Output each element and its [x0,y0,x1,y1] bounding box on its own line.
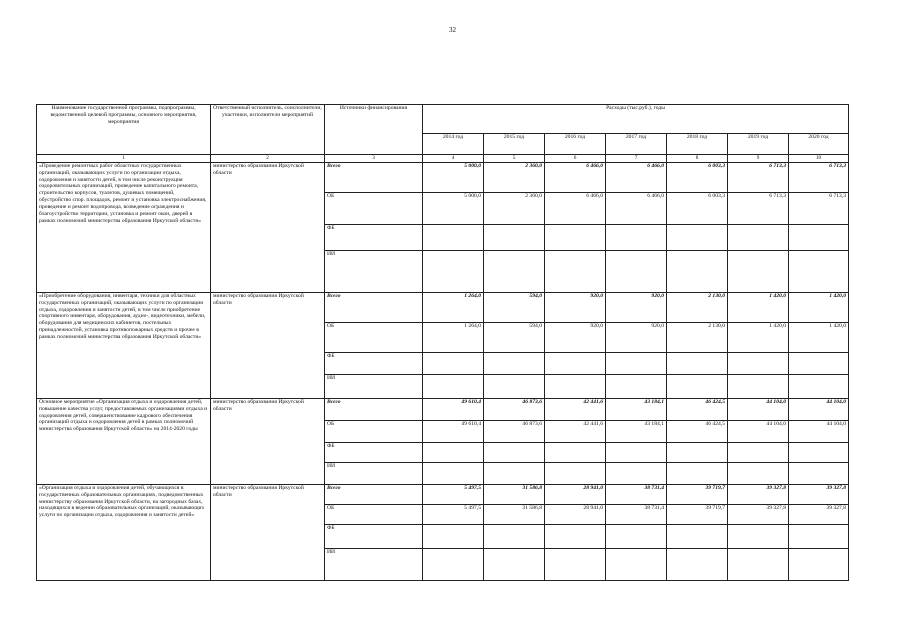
expense-value [484,353,545,375]
expense-value [728,353,789,375]
expense-value [545,463,606,485]
expense-value [789,375,849,399]
column-number: 8 [667,155,728,163]
expense-value: 2 360,0 [484,163,545,193]
funding-source: Всего [325,399,423,421]
measure-responsible: министерство образования Иркутской области [211,485,325,581]
expense-value [423,463,484,485]
expense-value [789,549,849,581]
expense-value [484,525,545,549]
expense-value [606,225,667,251]
expense-value: 44 104,0 [789,421,849,443]
expense-value [789,463,849,485]
expense-value [667,463,728,485]
expense-value [728,525,789,549]
expense-value: 39 327,8 [728,505,789,525]
funding-source: ОБ [325,421,423,443]
expense-value [606,463,667,485]
expense-value [789,251,849,293]
measure-responsible: министерство образования Иркутской области [211,163,325,293]
column-number: 7 [606,155,667,163]
expense-value [484,225,545,251]
expense-value: 44 104,0 [728,421,789,443]
header-year: 2018 год [667,134,728,155]
column-number: 10 [789,155,849,163]
expense-value [789,443,849,463]
expense-value: 38 731,4 [606,485,667,505]
expense-value: 6 466,0 [545,163,606,193]
funding-source: ИИ [325,549,423,581]
expense-value [484,251,545,293]
expense-value [667,353,728,375]
column-number: 3 [325,155,423,163]
header-year: 2019 год [728,134,789,155]
expense-value: 594,0 [484,323,545,353]
expense-value: 46 873,6 [484,421,545,443]
expense-value: 6 466,0 [545,193,606,225]
expense-value: 1 264,0 [423,293,484,323]
funding-source: ОБ [325,193,423,225]
expense-value: 1 420,0 [728,323,789,353]
expense-value: 5 000,0 [423,193,484,225]
table-row [37,293,849,323]
expense-value: 1 420,0 [789,323,849,353]
expense-value [484,375,545,399]
expense-value: 44 104,0 [728,399,789,421]
column-number: 5 [484,155,545,163]
expense-value [484,549,545,581]
expense-value: 44 104,0 [789,399,849,421]
expense-value [667,443,728,463]
table-row [37,163,849,193]
expense-value [667,549,728,581]
funding-source: ОБ [325,323,423,353]
expense-value: 46 424,5 [667,399,728,421]
expense-value: 920,0 [606,323,667,353]
expense-value: 49 610,4 [423,399,484,421]
expense-value: 594,0 [484,293,545,323]
expense-value: 6 713,3 [789,193,849,225]
header-year: 2020 год [789,134,849,155]
expense-value [423,251,484,293]
expense-value: 39 327,8 [789,485,849,505]
page-number: 32 [449,26,456,34]
funding-source: ФБ [325,525,423,549]
expense-value [545,225,606,251]
expense-value: 5 497,5 [423,485,484,505]
column-number: 9 [728,155,789,163]
expense-value: 46 873,6 [484,399,545,421]
expense-value [789,525,849,549]
funding-source: Всего [325,163,423,193]
header-responsible: Ответственный исполнитель, соисполнители, участники, исполнители мероприятий [211,105,325,155]
expense-value [545,549,606,581]
expense-value: 2 130,0 [667,293,728,323]
expense-value [423,549,484,581]
expense-value: 6 466,0 [606,163,667,193]
expense-value [484,463,545,485]
funding-source: ФБ [325,443,423,463]
expense-value: 6 713,3 [728,193,789,225]
measure-name: «Организация отдыха и оздоровления детей, обучающихся в государственных образовательных организациях, подведомственных министерству образования Иркутской области, на загородных базах, находящихся в ведении образовательных организаций, оказывающих услуги по организации отдыха, оздоровления и занятости детей» [37,485,211,581]
funding-source: Всего [325,485,423,505]
expense-value [423,443,484,463]
expense-value: 39 327,8 [789,505,849,525]
expense-value: 5 000,0 [423,163,484,193]
expense-value [667,375,728,399]
expense-value: 39 327,8 [728,485,789,505]
expense-value [606,375,667,399]
expense-value: 42 441,6 [545,399,606,421]
column-number: 1 [37,155,211,163]
expense-value [728,225,789,251]
expense-value: 6 003,3 [667,193,728,225]
expense-value [484,443,545,463]
expense-value [545,443,606,463]
funding-source: Всего [325,293,423,323]
expense-value [423,375,484,399]
expense-value [423,225,484,251]
column-number: 4 [423,155,484,163]
funding-source: ИИ [325,375,423,399]
expense-value: 28 941,0 [545,505,606,525]
expense-value: 39 719,7 [667,505,728,525]
expense-value [728,549,789,581]
header-year: 2017 год [606,134,667,155]
expense-value: 1 420,0 [789,293,849,323]
expense-value [545,525,606,549]
column-number: 6 [545,155,606,163]
funding-source: ИИ [325,463,423,485]
header-year: 2015 год [484,134,545,155]
expense-value [667,225,728,251]
expense-value [728,251,789,293]
header-year: 2016 год [545,134,606,155]
expense-value: 6 713,3 [728,163,789,193]
expense-value [606,443,667,463]
expense-value [606,251,667,293]
expense-value: 2 130,0 [667,323,728,353]
measure-name: «Приобретение оборудования, инвентаря, техники для областных государственных организаций, оказывающих услуги по организации отдыха, оздоровления и занятости детей, в том числе приобретение спортивного инвентаря, оборудования, аудио-, видеотехники, мебели, оборудования для медицинских кабинетов, постельных принадлежностей, установка противопожарных средств и прочее в рамках полномочий министерства образования Иркутской области» [37,293,211,399]
expense-value [606,525,667,549]
header-source: Источники финансирования [325,105,423,155]
measure-name: «Проведение ремонтных работ областных государственных организаций, оказывающих услуги по организации отдыха, оздоровления и занятости детей, в том числе реконструкция оздоровительных организаций, проведение капитального ремонта, строительство корпусов, туалетов, душевых помещений, обустройство спор. площадок, ремонт и установка электроснабжения, проведение и ремонт водопровода, возведение ограждения и благоустройство территории, установка и ремонт окон, дверей в рамках полномочий министерства образования Иркутской области» [37,163,211,293]
expense-value: 38 731,4 [606,505,667,525]
expense-value [667,525,728,549]
expense-value [545,353,606,375]
expense-value: 31 586,8 [484,485,545,505]
expenses-table [36,104,849,581]
expense-value: 31 586,8 [484,505,545,525]
expense-value [728,463,789,485]
funding-source: ОБ [325,505,423,525]
expense-value: 5 497,5 [423,505,484,525]
expense-value: 920,0 [545,323,606,353]
expense-value [789,225,849,251]
expense-value [423,525,484,549]
measure-name: Основное мероприятие «Организация отдыха и оздоровления детей, повышение качества услуг, предоставляемых организациями отдыха и оздоровления детей, совершенствование кадрового обеспечения организаций отдыха и оздоровления детей в рамках полномочий министерства образования Иркутской области» на 2014-2020 годы [37,399,211,485]
expense-value: 1 264,0 [423,323,484,353]
expense-value: 6 713,3 [789,163,849,193]
expense-value: 1 420,0 [728,293,789,323]
expense-value: 42 441,6 [545,421,606,443]
expense-value [545,251,606,293]
header-name: Наименование государственной программы, подпрограммы, ведомственной целевой программы, основного мероприятия, мероприятия [37,105,211,155]
expense-value: 28 941,0 [545,485,606,505]
expense-value: 43 184,1 [606,421,667,443]
table-row [37,485,849,505]
header-expenses: Расходы (тыс.руб.), годы [423,105,849,134]
expense-value [789,353,849,375]
measure-responsible: министерство образования Иркутской области [211,399,325,485]
funding-source: ИИ [325,251,423,293]
funding-source: ФБ [325,353,423,375]
expense-value: 39 719,7 [667,485,728,505]
expense-value: 46 424,5 [667,421,728,443]
expense-value: 43 184,1 [606,399,667,421]
expense-value [606,353,667,375]
expense-value: 2 360,0 [484,193,545,225]
expense-value: 6 466,0 [606,193,667,225]
expense-value [667,251,728,293]
table-row [37,399,849,421]
header-year: 2014 год [423,134,484,155]
funding-source: ФБ [325,225,423,251]
expense-value: 6 003,3 [667,163,728,193]
expense-value: 49 610,4 [423,421,484,443]
column-number: 2 [211,155,325,163]
expense-value: 920,0 [606,293,667,323]
expense-value [545,375,606,399]
expense-value [423,353,484,375]
expense-value [728,443,789,463]
expense-value [728,375,789,399]
expense-value: 920,0 [545,293,606,323]
expense-value [606,549,667,581]
measure-responsible: министерство образования Иркутской области [211,293,325,399]
